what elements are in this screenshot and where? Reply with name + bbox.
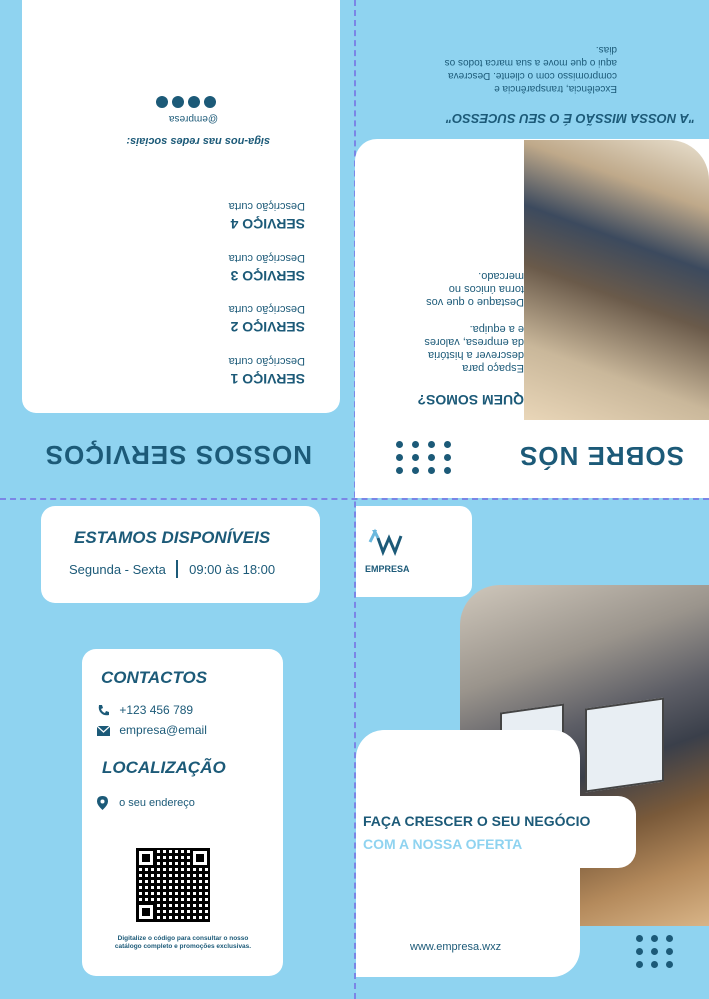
contacts-card [82,649,283,976]
qr-code[interactable] [136,848,210,922]
phone-row [97,703,193,717]
email-row [97,723,207,737]
days: Segunda - Sexta [69,562,166,577]
service-desc: Descrição curta [228,303,305,315]
phone-number[interactable]: +123 456 789 [119,703,194,717]
service-title: SERVIÇO 1 [230,371,305,387]
headline-strip [356,796,636,868]
who-title: QUEM SOMOS? [417,392,524,408]
service-desc: Descrição curta [228,355,305,367]
email-address[interactable]: empresa@email [119,723,207,737]
address: o seu endereço [119,796,195,809]
qr-caption: Digitalize o código para consultar o nosso catálogo completo e promoções exclusivas. [114,935,252,950]
services-title: NOSSOS SERVIÇOS [44,440,312,470]
contacts-title: CONTACTOS [101,668,208,687]
horizontal-fold-line [0,498,709,500]
divider [176,560,178,578]
who-we-are [369,269,524,408]
availability-card [41,506,320,603]
linkedin-icon[interactable] [156,96,168,108]
logo-icon [368,528,404,556]
hours: 09:00 às 18:00 [189,562,276,577]
mission-block [365,43,695,126]
headline-line-1: FAÇA CRESCER O SEU NEGÓCIO [363,813,591,829]
instagram-icon[interactable] [204,96,216,108]
mission-text: Excelência, transparência e compromisso com o cliente. Descreva aqui o que move a sua marca todos os dias. [444,44,617,94]
social-icons [156,96,216,108]
address-row [97,796,195,810]
facebook-icon[interactable] [172,96,184,108]
headline-line-2: COM A NOSSA OFERTA [363,836,523,852]
services-panel [0,0,354,498]
availability-hours [69,560,275,578]
service-desc: Descrição curta [228,252,305,264]
phone-icon [97,704,110,717]
service-item [229,355,305,387]
team-photo [524,140,709,420]
location-title: LOCALIZAÇÃO [102,758,226,777]
service-title: SERVIÇO 3 [230,268,305,284]
services-card [22,0,340,413]
service-title: SERVIÇO 2 [230,319,305,335]
dots-decoration [636,935,673,968]
dots-decoration [396,441,451,474]
service-item [229,252,305,284]
who-text-2: Destaque o que vos torna únicos no mercado. [426,270,524,308]
logo-card [356,506,472,597]
about-panel [355,0,709,498]
service-desc: Descrição curta [228,200,305,212]
logo-text: EMPRESA [365,564,410,574]
service-item [229,200,305,232]
laptop-screen [585,697,664,792]
mail-icon [97,726,110,736]
social-handle: @empresa [168,113,218,124]
location-pin-icon [97,796,108,810]
website-link[interactable]: www.empresa.wxz [410,941,502,953]
availability-title: ESTAMOS DISPONÍVEIS [74,528,271,547]
who-text-1: Espaço para descrever a história da empresa, valores e a equipa. [424,323,524,374]
about-title: SOBRE NÓS [518,441,684,471]
service-title: SERVIÇO 4 [230,216,305,232]
social-heading: siga-nos nas redes sociais: [126,135,270,147]
tiktok-icon[interactable] [188,96,200,108]
mission-title: "A NOSSA MISSÃO É O SEU SUCESSO" [445,111,695,126]
service-item [229,303,305,335]
